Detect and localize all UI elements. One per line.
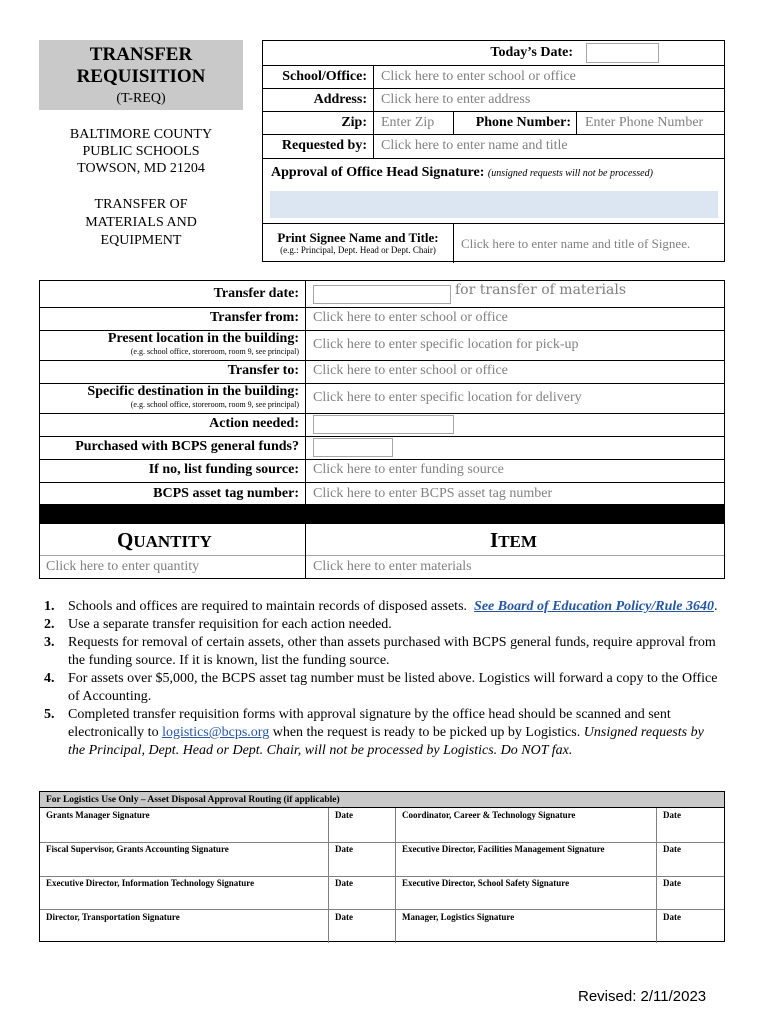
form-title-line1: TRANSFER — [89, 44, 193, 65]
date-cell[interactable]: Date — [335, 878, 353, 888]
instructions-list — [44, 598, 724, 760]
date-cell[interactable]: Date — [663, 912, 681, 922]
date-cell[interactable]: Date — [335, 912, 353, 922]
approval-note: (unsigned requests will not be processed) — [487, 168, 653, 179]
quantity-header — [117, 528, 212, 554]
approval-signature-field[interactable] — [270, 191, 718, 218]
quantity-item-table — [39, 524, 725, 579]
instruction-item — [44, 598, 724, 616]
quantity-field[interactable]: Click here to enter quantity — [46, 559, 200, 574]
transfer-date-hint: for transfer of materials — [455, 282, 627, 298]
logistics-table-header: For Logistics Use Only – Asset Disposal Approval Routing (if applicable) — [40, 792, 724, 808]
signee-sub: (e.g.: Principal, Dept. Head or Dept. Chair) — [280, 245, 436, 255]
signee-label-cell — [263, 230, 453, 255]
action-needed-label: Action needed: — [209, 416, 299, 431]
instruction-text: Schools and offices are required to maintain records of disposed assets. — [68, 599, 468, 614]
grants-manager-signature[interactable]: Grants Manager Signature — [46, 810, 150, 820]
form-title-block — [39, 40, 243, 110]
date-cell[interactable]: Date — [663, 844, 681, 854]
form-code: (T-REQ) — [116, 91, 166, 106]
logistics-approval-table — [39, 791, 725, 942]
board-policy-link[interactable]: See Board of Education Policy/Rule 3640 — [474, 599, 714, 614]
request-info-table — [262, 40, 725, 262]
asset-tag-field[interactable]: Click here to enter BCPS asset tag number — [313, 486, 553, 501]
instruction-text: Use a separate transfer requisition for each action needed. — [68, 617, 392, 632]
item-header-initial: I — [490, 528, 499, 552]
materials-field[interactable]: Click here to enter materials — [313, 559, 472, 574]
action-needed-dropdown[interactable] — [313, 415, 454, 434]
instruction-number: 3. — [44, 635, 55, 650]
instruction-text: For assets over $5,000, the BCPS asset tag number must be listed above. Logistics will forward a copy to the Office of Accounting. — [68, 671, 718, 704]
todays-date-label: Today’s Date: — [490, 45, 573, 60]
transfer-to-field[interactable]: Click here to enter school or office — [313, 363, 508, 378]
requested-by-label: Requested by: — [281, 138, 367, 153]
general-funds-dropdown[interactable] — [313, 438, 393, 457]
school-office-field[interactable]: Click here to enter school or office — [381, 69, 576, 84]
logistics-email-link[interactable]: logistics@bcps.org — [162, 725, 270, 740]
org-line3: TOWSON, MD 21204 — [77, 161, 205, 176]
present-location-sub: (e.g. school office, storeroom, room 9, see principal) — [130, 347, 299, 356]
school-office-label: School/Office: — [282, 69, 367, 84]
date-cell[interactable]: Date — [335, 810, 353, 820]
instruction-number: 1. — [44, 599, 55, 614]
todays-date-field[interactable] — [586, 43, 659, 63]
asset-tag-label: BCPS asset tag number: — [153, 486, 299, 501]
specific-destination-sub: (e.g. school office, storeroom, room 9, see principal) — [130, 400, 299, 409]
specific-destination-label-text: Specific destination in the building: — [87, 384, 299, 399]
present-location-label — [40, 331, 299, 356]
org-line1: BALTIMORE COUNTY — [69, 127, 213, 142]
signee-name-field[interactable]: Click here to enter name and title of Signee. — [461, 236, 691, 251]
quantity-header-initial: Q — [117, 528, 134, 552]
phone-number-label: Phone Number: — [475, 115, 571, 130]
transportation-signature[interactable]: Director, Transportation Signature — [46, 912, 180, 922]
quantity-header-rest: UANTITY — [133, 532, 212, 551]
information-technology-signature[interactable]: Executive Director, Information Technology Signature — [46, 878, 255, 888]
approval-label-text: Approval of Office Head Signature: — [271, 165, 485, 180]
address-label: Address: — [313, 92, 367, 107]
zip-field[interactable]: Enter Zip — [381, 115, 435, 130]
form-title-line2: REQUISITION — [76, 66, 206, 87]
address-field[interactable]: Click here to enter address — [381, 92, 531, 107]
instruction-text-mid: when the request is ready to be picked up by Logistics. — [272, 725, 581, 740]
purpose-block — [39, 196, 243, 250]
transfer-date-field[interactable] — [313, 285, 451, 304]
date-cell[interactable]: Date — [663, 878, 681, 888]
funding-source-label: If no, list funding source: — [148, 462, 299, 477]
section-divider-bar — [39, 505, 725, 524]
transfer-details-table — [39, 280, 725, 505]
instruction-item — [44, 616, 724, 634]
requested-by-field[interactable]: Click here to enter name and title — [381, 138, 568, 153]
transfer-from-field[interactable]: Click here to enter school or office — [313, 310, 508, 325]
general-funds-label: Purchased with BCPS general funds? — [75, 439, 299, 454]
transfer-from-label: Transfer from: — [209, 310, 299, 325]
specific-destination-field[interactable]: Click here to enter specific location for delivery — [313, 390, 582, 405]
item-header — [490, 528, 537, 554]
instruction-item — [44, 670, 724, 706]
phone-number-field[interactable]: Enter Phone Number — [585, 115, 704, 130]
present-location-field[interactable]: Click here to enter specific location for pick-up — [313, 337, 579, 352]
transfer-date-label: Transfer date: — [213, 286, 299, 301]
revision-date: Revised: 2/11/2023 — [578, 988, 707, 1005]
facilities-management-signature[interactable]: Executive Director, Facilities Management Signature — [402, 844, 605, 854]
organization-block — [39, 126, 243, 177]
date-cell[interactable]: Date — [335, 844, 353, 854]
logistics-manager-signature[interactable]: Manager, Logistics Signature — [402, 912, 515, 922]
fiscal-supervisor-signature[interactable]: Fiscal Supervisor, Grants Accounting Signature — [46, 844, 229, 854]
date-cell[interactable]: Date — [663, 810, 681, 820]
present-location-label-text: Present location in the building: — [107, 331, 299, 346]
instruction-warning: Unsigned requests by the Principal, Dept. Head or Dept. Chair, will not be processed by Logistics. Do NOT fax. — [68, 725, 704, 758]
approval-signature-label — [271, 165, 653, 182]
specific-destination-label — [40, 384, 299, 409]
school-safety-signature[interactable]: Executive Director, School Safety Signature — [402, 878, 570, 888]
instruction-number: 2. — [44, 617, 55, 632]
funding-source-field[interactable]: Click here to enter funding source — [313, 462, 504, 477]
purpose-line2: MATERIALS AND — [85, 215, 197, 230]
instruction-number: 5. — [44, 707, 55, 722]
instruction-end: . — [713, 599, 718, 614]
instruction-text: Completed transfer requisition forms with approval signature by the office head should be scanned and sent electronically to — [68, 707, 671, 740]
transfer-to-label: Transfer to: — [227, 363, 299, 378]
instruction-item — [44, 706, 724, 760]
coordinator-career-tech-signature[interactable]: Coordinator, Career & Technology Signature — [402, 810, 576, 820]
instruction-item — [44, 634, 724, 670]
signee-label: Print Signee Name and Title: — [277, 230, 439, 245]
item-header-rest: TEM — [498, 532, 537, 551]
purpose-line1: TRANSFER OF — [94, 197, 188, 212]
instruction-text: Requests for removal of certain assets, other than assets purchased with BCPS general funds, require approval from the funding source. If it is known, list the funding source. — [68, 635, 716, 668]
zip-label: Zip: — [341, 115, 367, 130]
org-line2: PUBLIC SCHOOLS — [82, 144, 200, 159]
instruction-number: 4. — [44, 671, 55, 686]
purpose-line3: EQUIPMENT — [100, 233, 182, 248]
